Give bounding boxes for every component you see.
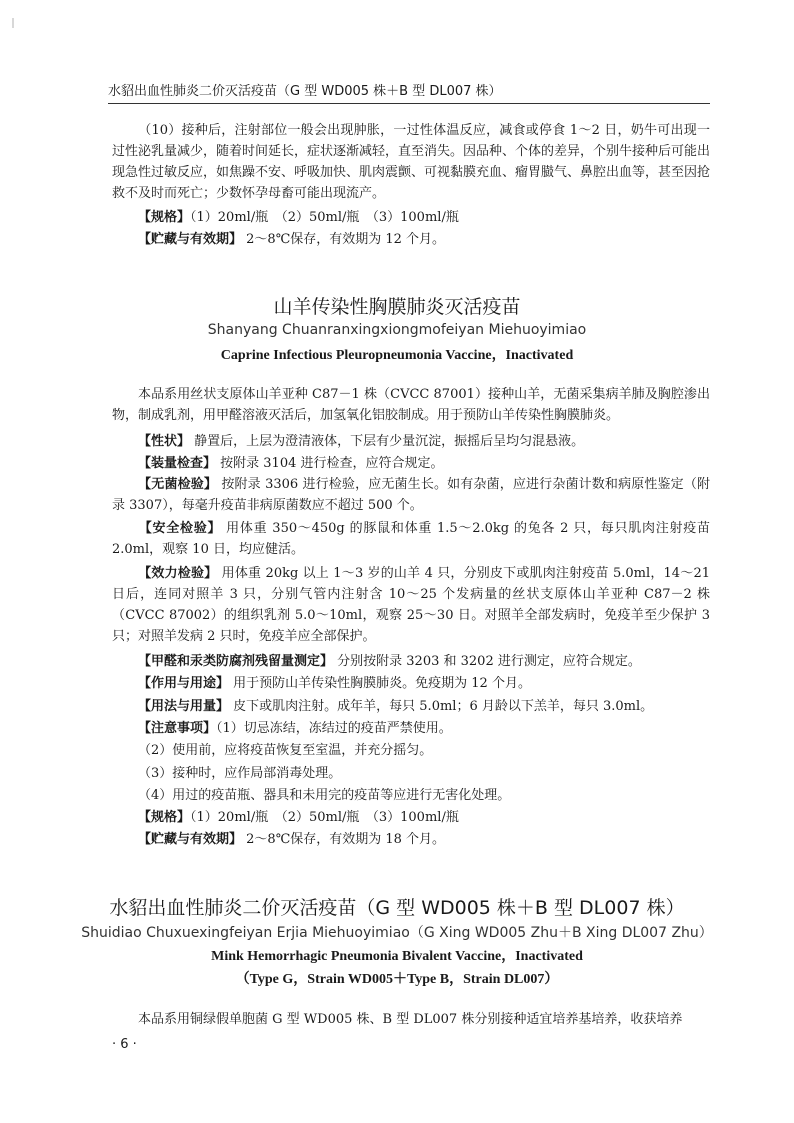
section1-storage-line: 【贮藏与有效期】 2～8℃保存，有效期为 18 个月。 <box>138 832 446 847</box>
prev-spec-line: 【规格】（1）20ml/瓶 （2）50ml/瓶 （3）100ml/瓶 <box>138 210 459 225</box>
section1-item-dosage: 【用法与用量】 皮下或肌肉注射。成年羊，每只 5.0ml；6 月龄以下羔羊，每只 3.0ml。 <box>138 699 654 714</box>
section1-note-3: （3）接种时，应作局部消毒处理。 <box>138 766 342 781</box>
section1-item-appearance: 【性状】 静置后，上层为澄清液体，下层有少量沉淀，振摇后呈均匀混悬液。 <box>138 434 585 449</box>
section1-note-2: （2）使用前，应将疫苗恢复至室温，并充分摇匀。 <box>138 743 433 758</box>
running-header: 水貂出血性肺炎二价灭活疫苗（G 型 WD005 株＋B 型 DL007 株） <box>108 84 502 99</box>
section1-item-indication: 【作用与用途】 用于预防山羊传染性胸膜肺炎。免疫期为 12 个月。 <box>138 676 531 691</box>
header-rule <box>108 103 710 104</box>
section2-intro: 本品系用铜绿假单胞菌 G 型 WD005 株、B 型 DL007 株分别接种适宜培养基培养，收获培养 <box>138 1012 683 1027</box>
section1-title-cn: 山羊传染性胸膜肺炎灭活疫苗 <box>273 296 521 318</box>
section2-title-en-1: Mink Hemorrhagic Pneumonia Bivalent Vaccine，Inactivated <box>211 949 583 964</box>
section1-spec-line: 【规格】（1）20ml/瓶 （2）50ml/瓶 （3）100ml/瓶 <box>138 810 459 825</box>
section2-title-pinyin: Shuidiao Chuxuexingfeiyan Erjia Miehuoyimiao（G Xing WD005 Zhu＋B Xing DL007 Zhu） <box>81 925 713 941</box>
section1-item-volume: 【装量检查】 按附录 3104 进行检查，应符合规定。 <box>138 456 444 471</box>
section1-title-en: Caprine Infectious Pleuropneumonia Vaccine，Inactivated <box>220 348 574 363</box>
prev-storage-line: 【贮藏与有效期】 2～8℃保存，有效期为 12 个月。 <box>138 232 446 247</box>
section1-item-potency: 【效力检验】 用体重 20kg 以上 1～3 岁的山羊 4 只，分别皮下或肌肉注射疫苗 5.0ml，14～21 日后，连同对照羊 3 只，分别气管内注射含 10～25 个发病量的丝状支原体山羊亚种 C87－2 株（CVCC 87002）的组织乳剂 5.0～10ml，观察 25～30 日。对照羊全部发病时，免疫羊至少保护 3 只；对照羊发病 2 只时，免疫羊应全部保护。 <box>112 566 710 644</box>
section1-item-residue: 【甲醛和汞类防腐剂残留量测定】 分别按附录 3203 和 3202 进行测定，应符合规定。 <box>138 654 641 669</box>
section1-item-precautions: 【注意事项】（1）切忌冻结，冻结过的疫苗严禁使用。 <box>138 721 452 736</box>
section1-title-pinyin: Shanyang Chuanranxingxiongmofeiyan Miehuoyimiao <box>207 322 587 338</box>
section1-intro: 本品系用丝状支原体山羊亚种 C87－1 株（CVCC 87001）接种山羊，无菌采集病羊肺及胸腔渗出物，制成乳剂，用甲醛溶液灭活后，加氢氧化铝胶制成。用于预防山羊传染性胸膜肺炎。 <box>112 387 710 423</box>
section1-item-sterility: 【无菌检验】 按附录 3306 进行检验，应无菌生长。如有杂菌，应进行杂菌计数和病原性鉴定（附录 3307），每毫升疫苗非病原菌数应不超过 500 个。 <box>112 477 710 513</box>
section2-title-cn: 水貂出血性肺炎二价灭活疫苗（G 型 WD005 株＋B 型 DL007 株） <box>109 897 685 919</box>
page-number: · 6 · <box>112 1037 137 1052</box>
scan-mark <box>12 18 14 28</box>
section2-title-en-2: （Type G，Strain WD005＋Type B，Strain DL007） <box>235 972 559 987</box>
section1-note-4: （4）用过的疫苗瓶、器具和未用完的疫苗等应进行无害化处理。 <box>138 788 511 803</box>
section1-item-safety: 【安全检验】 用体重 350～450g 的豚鼠和体重 1.5～2.0kg 的兔各 2 只，每只肌肉注射疫苗 2.0ml，观察 10 日，均应健活。 <box>112 521 710 557</box>
note-10-paragraph: （10）接种后，注射部位一般会出现肿胀，一过性体温反应，减食或停食 1～2 日，奶牛可出现一过性泌乳量减少，随着时间延长，症状逐渐减轻，直至消失。因品种、个体的差异，个别牛接种后可能出现急性过敏反应，如焦躁不安、呼吸加快、肌肉震颤、可视黏膜充血、瘤胃臌气、鼻腔出血等，甚至因抢救不及时而死亡；少数怀孕母畜可能出现流产。 <box>112 123 711 201</box>
